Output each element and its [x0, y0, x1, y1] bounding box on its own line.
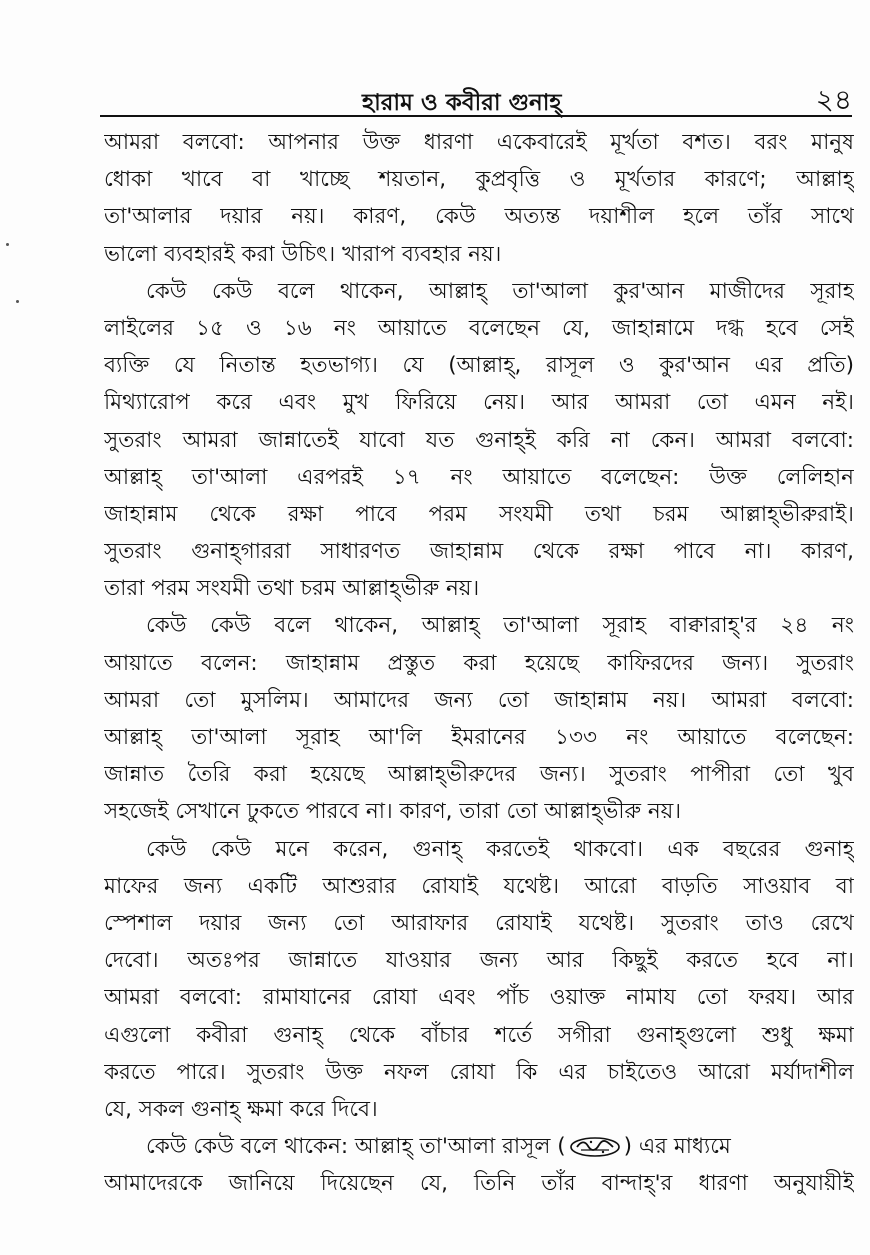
paragraph-start-line: কেউ কেউ বলে থাকেন, আল্লাহ্ তা'আলা সূরাহ বাক্বারাহ্'র ২৪ নং	[146, 613, 854, 639]
text-line: আল্লাহ্ তা'আলা এরপরই ১৭ নং আয়াতে বলেছেন: উক্ত লেলিহান	[104, 464, 854, 490]
text-line: লাইলের ১৫ ও ১৬ নং আয়াতে বলেছেন যে, জাহান্নামে দগ্ধ হবে সেই	[104, 315, 854, 341]
text-line: আমাদেরকে জানিয়ে দিয়েছেন যে, তিনি তাঁর বান্দাহ্'র ধারণা অনুযায়ীই	[104, 1171, 854, 1197]
page-number: ২৪	[815, 83, 852, 116]
text-line: আমরা তো মুসলিম। আমাদের জন্য তো জাহান্নাম নয়। আমরা বলবো:	[104, 687, 854, 713]
text-line: ধোকা খাবে বা খাচ্ছে শয়তান, কুপ্রবৃত্তি ও মূর্খতার কারণে; আল্লাহ্	[104, 167, 854, 193]
text-line: যে, সকল গুনাহ্ ক্ষমা করে দিবে।	[104, 1096, 378, 1122]
text-line: সুতরাং আমরা জান্নাতেই যাবো যত গুনাহ্ই করি না কেন। আমরা বলবো:	[104, 427, 854, 453]
text-segment: ) এর মাধ্যমে	[623, 1134, 731, 1160]
text-line: তারা পরম সংযমী তথা চরম আল্লাহ্ভীরু নয়।	[104, 576, 480, 602]
text-line: ভালো ব্যবহারই করা উচিৎ। খারাপ ব্যবহার নয়।	[104, 241, 502, 267]
paragraph-start-line: কেউ কেউ মনে করেন, গুনাহ্ করতেই থাকবো। এক বছরের গুনাহ্	[146, 836, 854, 862]
text-line: স্পেশাল দয়ার জন্য তো আরাফার রোযাই যথেষ্ট। সুতরাং তাও রেখে	[104, 910, 854, 936]
scan-speck	[16, 300, 19, 303]
text-line: মাফের জন্য একটি আশুরার রোযাই যথেষ্ট। আরো বাড়তি সাওয়াব বা	[104, 873, 854, 899]
paragraph-start-line: কেউ কেউ বলে থাকেন, আল্লাহ্ তা'আলা কুর'আন মাজীদের সূরাহ	[146, 278, 854, 304]
text-line: আল্লাহ্ তা'আলা সূরাহ আ'লি ইমরানের ১৩৩ নং আয়াতে বলেছেন:	[104, 725, 854, 750]
body-text	[104, 124, 854, 1202]
text-line: আমরা বলবো: রামাযানের রোযা এবং পাঁচ ওয়াক্ত নামায তো ফরয। আর	[104, 985, 854, 1011]
text-line: তা'আলার দয়ার নয়। কারণ, কেউ অত্যন্ত দয়াশীল হলে তাঁর সাথে	[104, 204, 854, 230]
page-header	[100, 78, 852, 118]
text-segment: কেউ কেউ বলে থাকেন: আল্লাহ্ তা'আলা রাসূল (	[146, 1134, 566, 1160]
text-line: এগুলো কবীরা গুনাহ্ থেকে বাঁচার শর্তে সগীরা গুনাহ্গুলো শুধু ক্ষমা	[104, 1022, 854, 1048]
text-line: করতে পারে। সুতরাং উক্ত নফল রোযা কি এর চাইতেও আরো মর্যাদাশীল	[104, 1059, 854, 1085]
text-line: দেবো। অতঃপর জান্নাতে যাওয়ার জন্য আর কিছুই করতে হবে না।	[104, 948, 854, 974]
text-line: আয়াতে বলেন: জাহান্নাম প্রস্তুত করা হয়েছে কাফিরদের জন্য। সুতরাং	[104, 650, 854, 676]
text-line: সহজেই সেখানে ঢুকতে পারবে না। কারণ, তারা তো আল্লাহ্ভীরু নয়।	[104, 799, 682, 825]
text-line: মিথ্যারোপ করে এবং মুখ ফিরিয়ে নেয়। আর আমরা তো এমন নই।	[104, 390, 854, 416]
salawat-calligraphy-icon	[569, 1136, 621, 1158]
paragraph-start-line	[104, 1128, 854, 1165]
text-line: ব্যক্তি যে নিতান্ত হতভাগ্য। যে (আল্লাহ্, রাসূল ও কুর'আন এর প্রতি)	[104, 353, 854, 379]
header-rule	[100, 115, 852, 117]
text-line: সুতরাং গুনাহ্গাররা সাধারণত জাহান্নাম থেকে রক্ষা পাবে না। কারণ,	[104, 539, 854, 565]
running-title: হারাম ও কবীরা গুনাহ্	[362, 90, 562, 116]
text-line: আমরা বলবো: আপনার উক্ত ধারণা একেবারেই মূর্খতা বশত। বরং মানুষ	[104, 130, 854, 155]
scan-speck	[6, 243, 9, 246]
text-line: জান্নাত তৈরি করা হয়েছে আল্লাহ্ভীরুদের জন্য। সুতরাং পাপীরা তো খুব	[104, 762, 854, 788]
text-line: জাহান্নাম থেকে রক্ষা পাবে পরম সংযমী তথা চরম আল্লাহ্ভীরুরাই।	[104, 501, 854, 527]
